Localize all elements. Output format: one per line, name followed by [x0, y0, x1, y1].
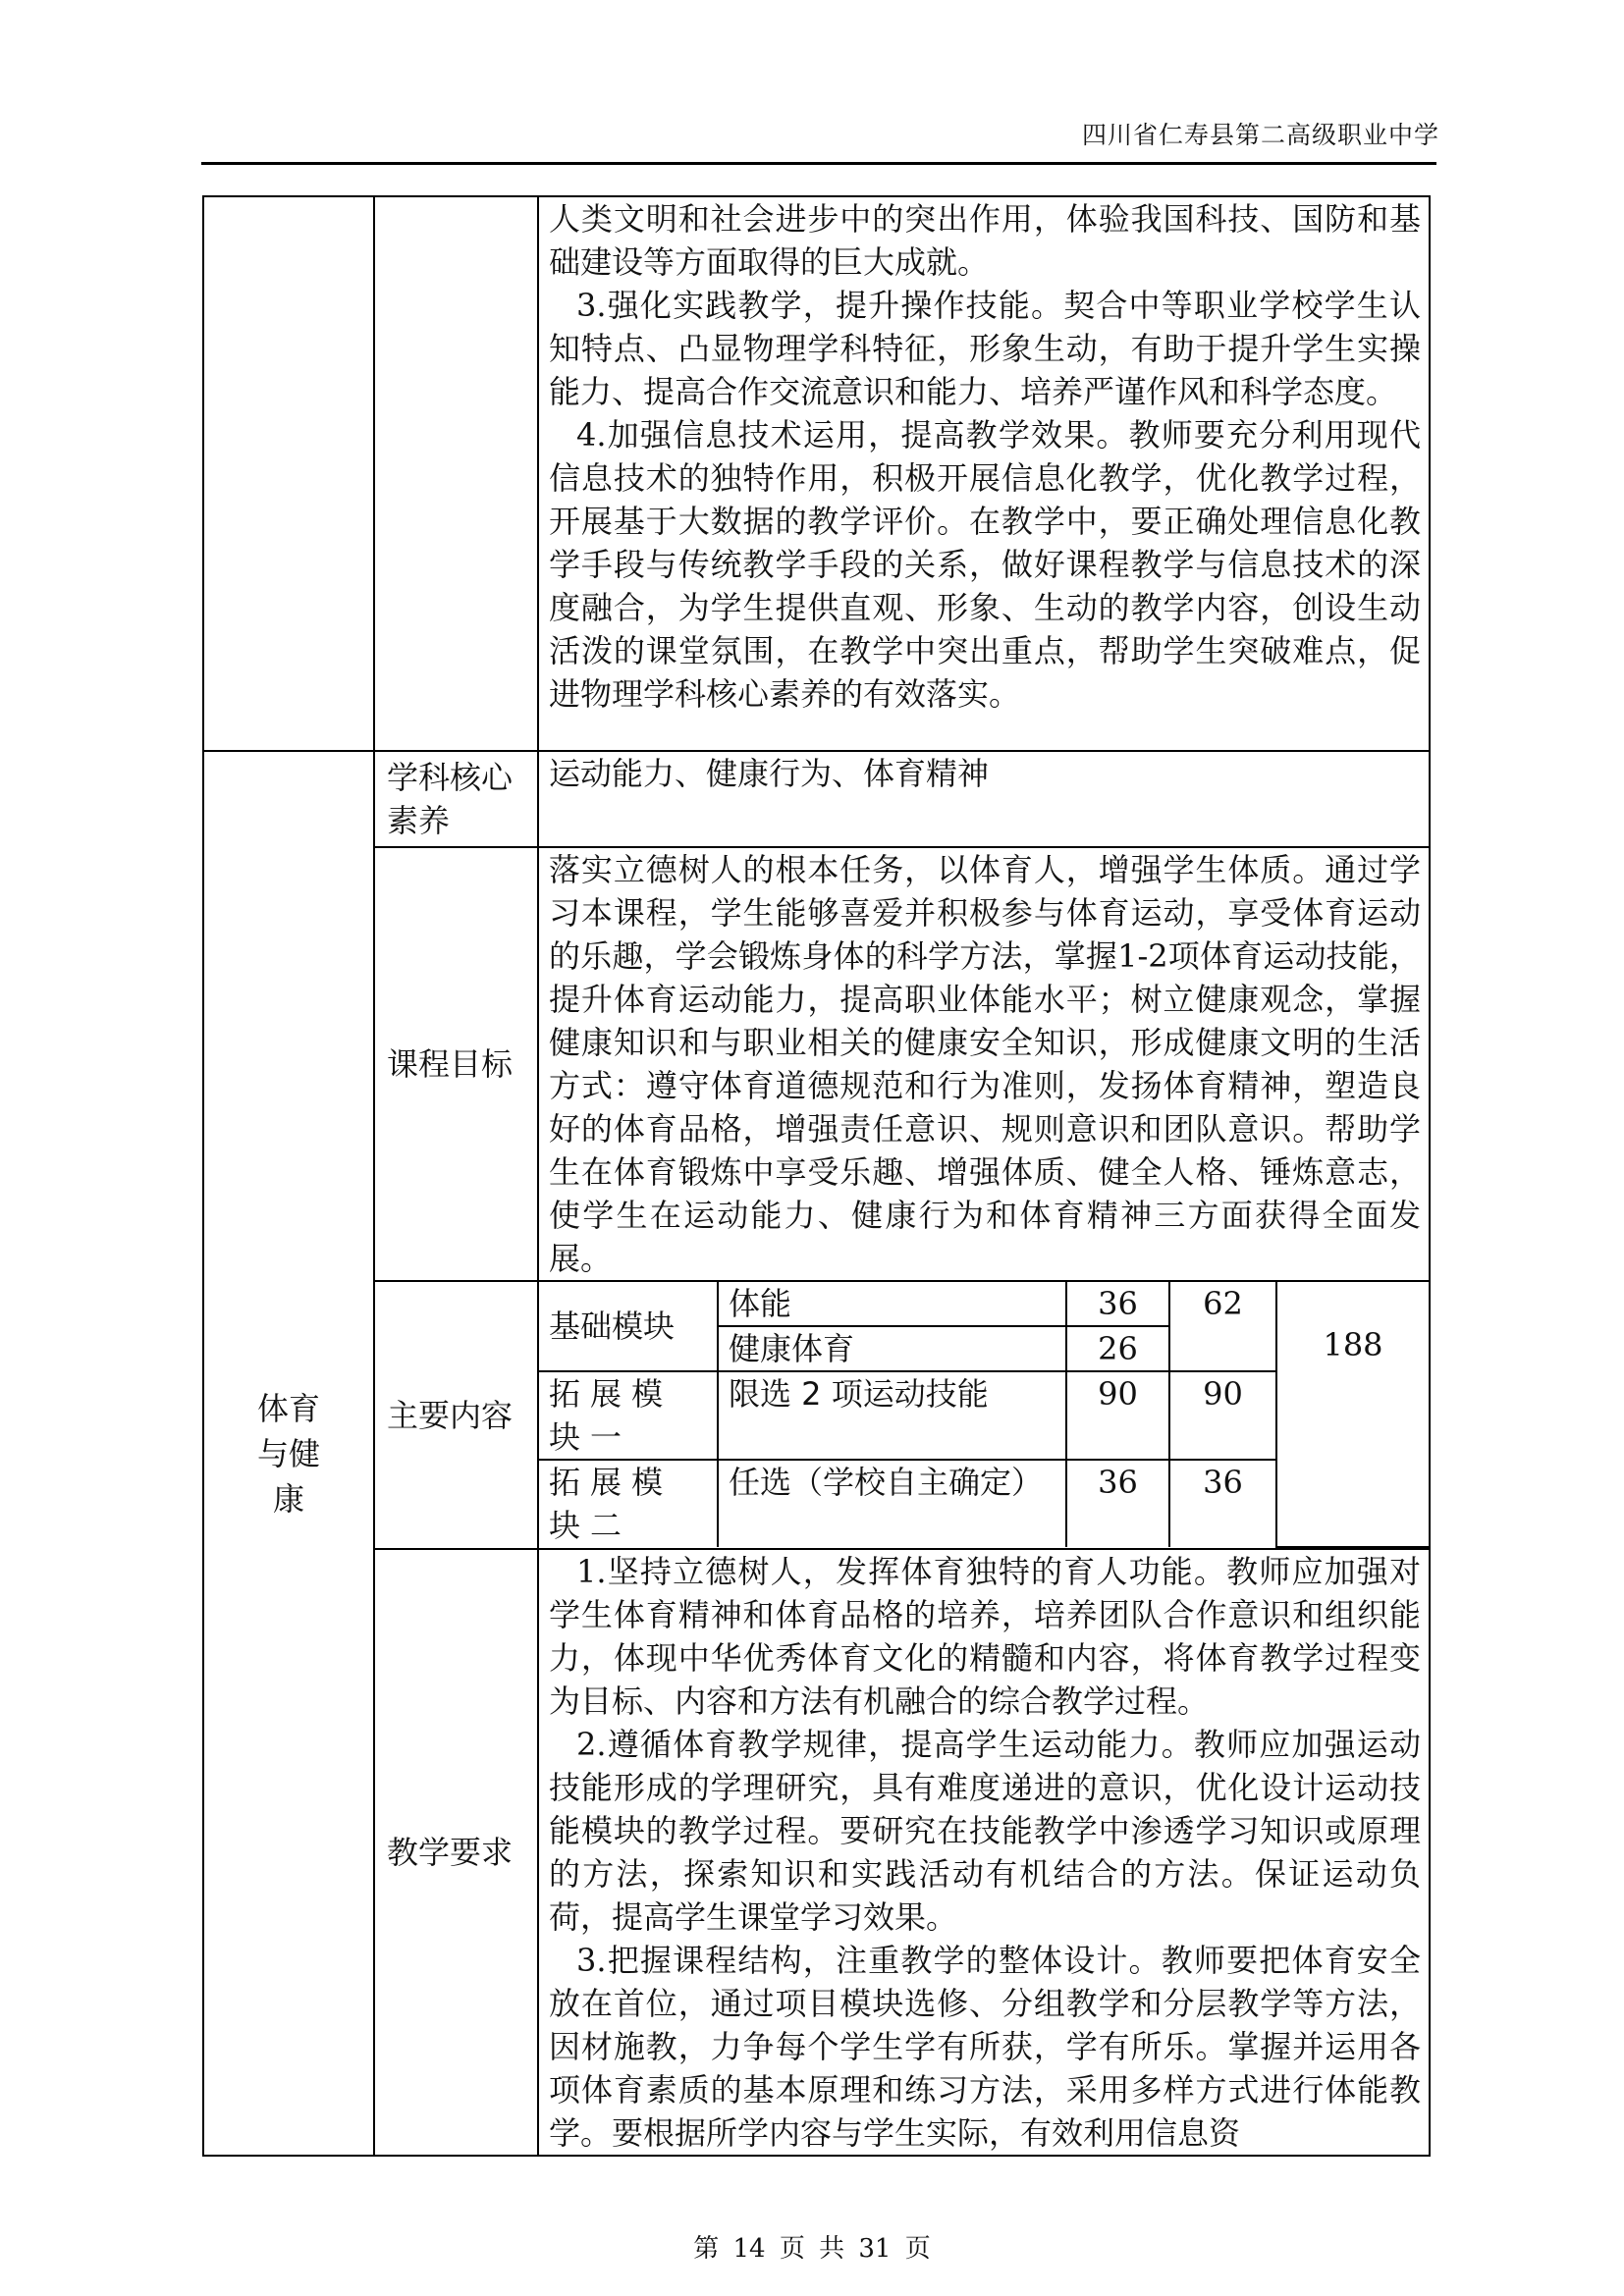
ext-module-1-desc: 限选 2 项运动技能 — [718, 1371, 1066, 1460]
basic-total-hours: 62 — [1169, 1282, 1276, 1371]
continuation-paragraph-1: 人类文明和社会进步中的突出作用，体验我国科技、国防和基础建设等方面取得的巨大成就。 — [549, 200, 1421, 281]
header-rule — [201, 162, 1436, 165]
core-literacy-value: 运动能力、健康行为、体育精神 — [538, 751, 1430, 847]
continuation-subject-cell — [203, 196, 374, 751]
core-literacy-label: 学科核心素养 — [374, 751, 538, 847]
ext-module-2-hours: 36 — [1066, 1460, 1169, 1547]
school-name-header: 四川省仁寿县第二高级职业中学 — [1081, 121, 1439, 149]
grand-total-hours: 188 — [1276, 1282, 1429, 1547]
curriculum-table — [202, 195, 1431, 2157]
main-content-cell — [538, 1281, 1430, 1549]
main-content-label: 主要内容 — [374, 1281, 538, 1549]
teaching-requirements-label: 教学要求 — [374, 1549, 538, 2156]
continuation-text-cell — [538, 196, 1430, 751]
basic-module-label: 基础模块 — [539, 1282, 718, 1371]
course-goals-text: 落实立德树人的根本任务，以体育人，增强学生体质。通过学习本课程，学生能够喜爱并积极参与体育运动，享受体育运动的乐趣，学会锻炼身体的科学方法，掌握1-2项体育运动技能，提升体育运动能力，提高职业体能水平；树立健康观念，掌握健康知识和与职业相关的健康安全知识，形成健康文明的生活方式：遵守体育道德规范和行为准则，发扬体育精神，塑造良好的体育品格，增强责任意识、规则意识和团队意识。帮助学生在体育锻炼中享受乐趣、增强体质、健全人格、锤炼意志，使学生在运动能力、健康行为和体育精神三方面获得全面发展。 — [538, 847, 1430, 1281]
subject-pe-health: 体育与健康 — [203, 751, 374, 2156]
page-number-footer: 第 14 页 共 31 页 — [693, 2234, 931, 2264]
health-hours: 26 — [1066, 1326, 1169, 1371]
health-label: 健康体育 — [718, 1326, 1066, 1371]
main-content-row — [203, 1281, 1430, 1549]
continuation-item-cell — [374, 196, 538, 751]
continuation-paragraph-2: 3.强化实践教学，提升操作技能。契合中等职业学校学生认知特点、凸显物理学科特征，形象生动，有助于提升学生实操能力、提高合作交流意识和能力、培养严谨作风和科学态度。 — [549, 287, 1421, 410]
course-goals-row — [203, 847, 1430, 1281]
module-row-fitness — [539, 1282, 1429, 1326]
requirement-paragraph-2: 2.遵循体育教学规律，提高学生运动能力。教师应加强运动技能形成的学理研究，具有难度递进的意识，优化设计运动技能模块的教学过程。要研究在技能教学中渗透学习知识或原理的方法，探索知识和实践活动有机结合的方法。保证运动负荷，提高学生课堂学习效果。 — [549, 1726, 1421, 1936]
fitness-hours: 36 — [1066, 1282, 1169, 1326]
continuation-paragraph-3: 4.加强信息技术运用，提高教学效果。教师要充分利用现代信息技术的独特作用，积极开展信息化教学，优化教学过程，开展基于大数据的教学评价。在教学中，要正确处理信息化教学手段与传统教学手段的关系，做好课程教学与信息技术的深度融合，为学生提供直观、形象、生动的教学内容，创设生动活泼的课堂氛围，在教学中突出重点，帮助学生突破难点，促进物理学科核心素养的有效落实。 — [549, 416, 1421, 713]
ext-module-2-label: 拓展模块二 — [539, 1460, 718, 1547]
requirement-paragraph-3: 3.把握课程结构，注重教学的整体设计。教师要把体育安全放在首位，通过项目模块选修、分组教学和分层教学等方法，因材施教，力争每个学生学有所获，学有所乐。掌握并运用各项体育素质的基本原理和练习方法，采用多样方式进行体能教学。要根据所学内容与学生实际，有效利用信息资 — [549, 1942, 1421, 2152]
continuation-row — [203, 196, 1430, 751]
ext-module-2-total: 36 — [1169, 1460, 1276, 1547]
teaching-requirements-row — [203, 1549, 1430, 2156]
course-goals-label: 课程目标 — [374, 847, 538, 1281]
core-literacy-row — [203, 751, 1430, 847]
teaching-requirements-text — [538, 1549, 1430, 2156]
module-hours-table — [539, 1282, 1429, 1548]
requirement-paragraph-1: 1.坚持立德树人，发挥体育独特的育人功能。教师应加强对学生体育精神和体育品格的培养，培养团队合作意识和组织能力，体现中华优秀体育文化的精髓和内容，将体育教学过程变为目标、内容和方法有机融合的综合教学过程。 — [549, 1553, 1421, 1720]
ext-module-2-desc: 任选（学校自主确定） — [718, 1460, 1066, 1547]
ext-module-1-hours: 90 — [1066, 1371, 1169, 1460]
ext-module-1-label: 拓展模块一 — [539, 1371, 718, 1460]
fitness-label: 体能 — [718, 1282, 1066, 1326]
ext-module-1-total: 90 — [1169, 1371, 1276, 1460]
